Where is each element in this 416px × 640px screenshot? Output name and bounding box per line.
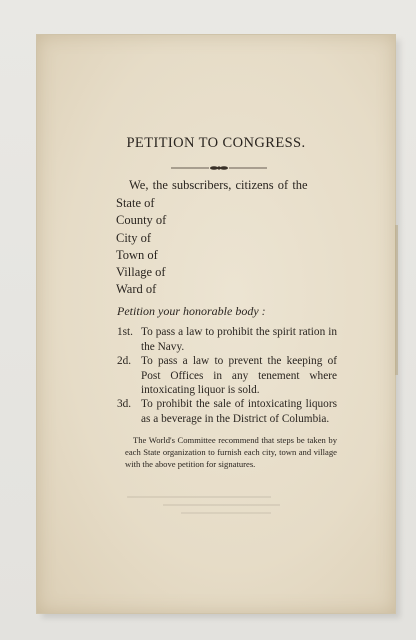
petition-heading: Petition your honorable body :	[117, 304, 266, 318]
request-text: To pass a law to prohibit the spirit ration in the Navy.	[141, 326, 337, 353]
field-ward: Ward of	[116, 282, 157, 297]
address-fields	[116, 195, 166, 299]
request-item-1	[117, 325, 337, 354]
field-town: Town of	[116, 247, 158, 262]
request-text: To pass a law to prevent the keeping of Post Offices in any tenement where intoxicating liquor is sold.	[141, 355, 337, 396]
committee-note: The World's Committee recommend that steps be taken by each State organization to furnish each city, town and village with the above petition for signatures.	[125, 435, 337, 469]
request-number: 3d.	[117, 398, 132, 410]
document-title: PETITION TO CONGRESS.	[126, 135, 306, 151]
field-city: City of	[116, 230, 152, 245]
field-state: State of	[116, 196, 155, 210]
request-item-3	[117, 397, 337, 426]
field-village: Village of	[116, 265, 166, 280]
request-number: 2d.	[117, 355, 132, 367]
intro-line: We, the subscribers, citizens of the	[129, 178, 308, 192]
field-county: County of	[116, 213, 167, 228]
show-through-text	[127, 490, 307, 530]
ornamental-rule	[171, 163, 267, 173]
request-text: To prohibit the sale of intoxicating liquors as a beverage in the District of Columbia.	[141, 398, 337, 425]
request-number: 1st.	[117, 326, 134, 338]
page-edge	[395, 225, 398, 375]
document-page	[36, 34, 396, 614]
request-item-2	[117, 354, 337, 398]
